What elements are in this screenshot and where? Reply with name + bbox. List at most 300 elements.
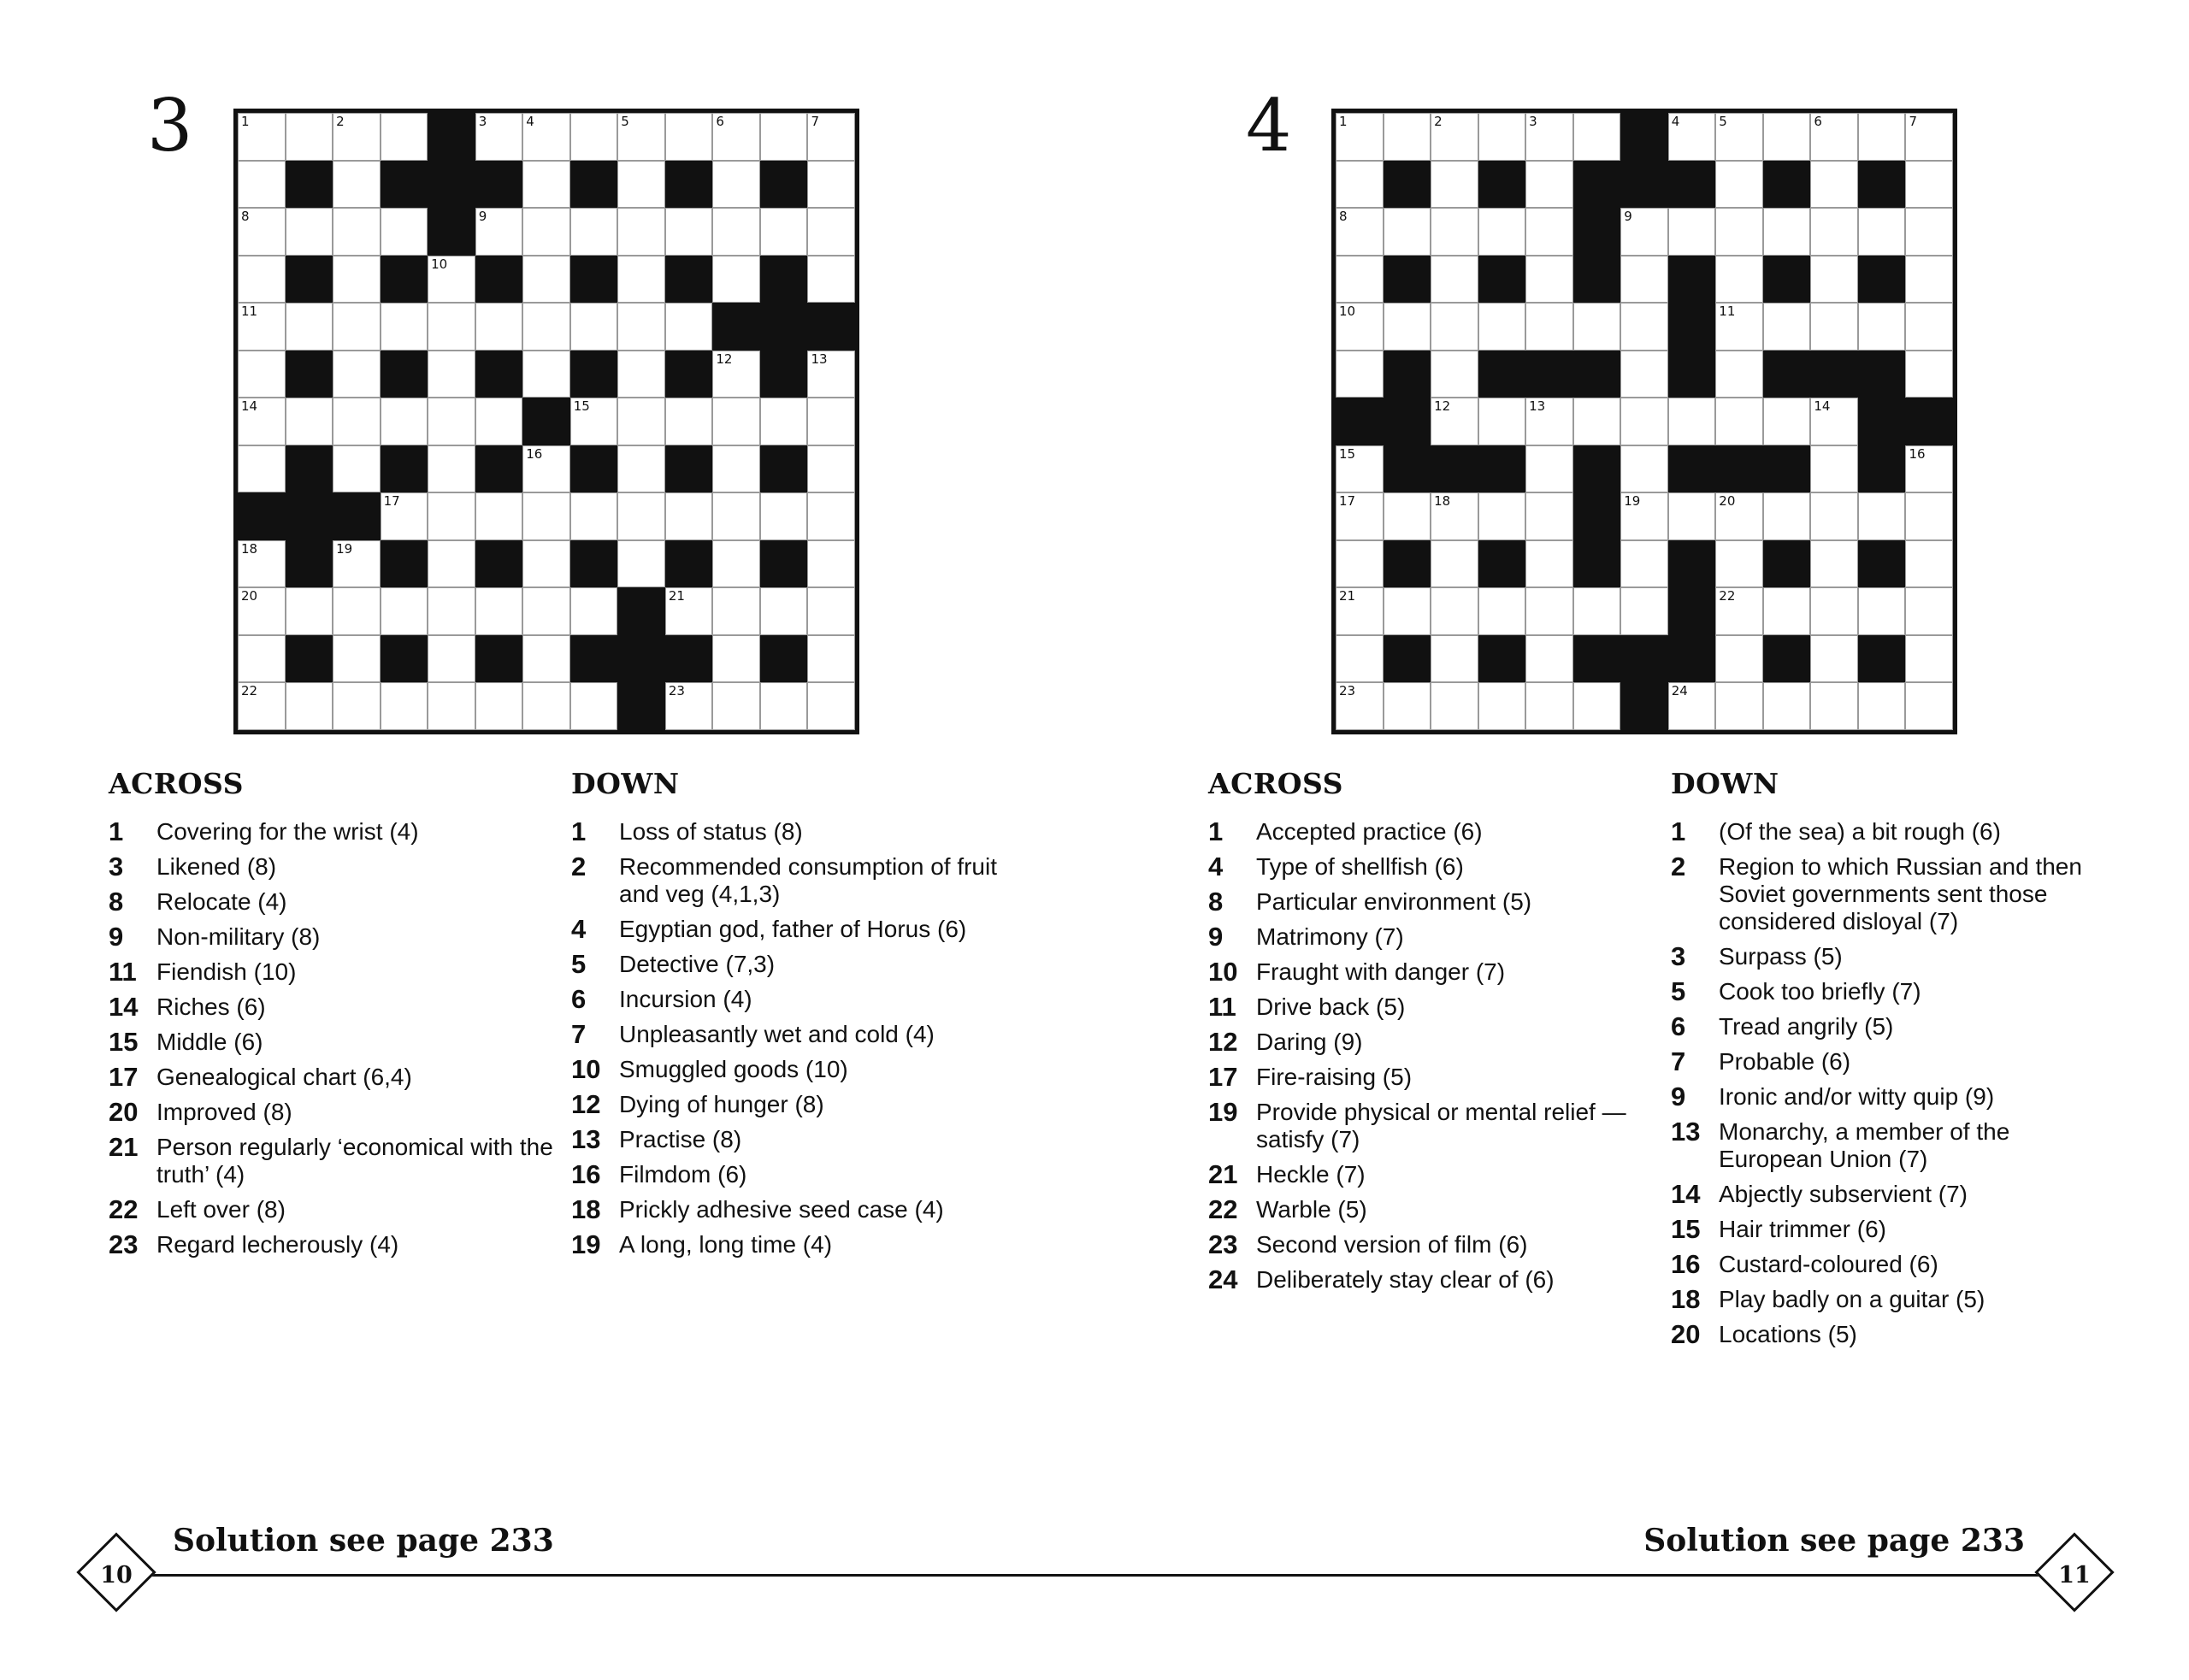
grid-cell[interactable] xyxy=(381,587,428,635)
grid-cell[interactable] xyxy=(665,113,713,161)
grid-cell[interactable] xyxy=(1810,303,1858,351)
grid-cell[interactable] xyxy=(712,398,760,445)
grid-cell[interactable] xyxy=(475,398,523,445)
grid-cell[interactable] xyxy=(712,540,760,588)
grid-cell[interactable] xyxy=(1431,398,1478,445)
grid-cell[interactable] xyxy=(1715,113,1763,161)
grid-cell[interactable] xyxy=(807,492,855,540)
grid-cell[interactable] xyxy=(1525,208,1573,256)
grid-cell[interactable] xyxy=(428,682,475,730)
grid-cell[interactable] xyxy=(333,303,381,351)
grid-cell[interactable] xyxy=(1384,113,1431,161)
black-square xyxy=(1478,445,1526,493)
black-square xyxy=(1384,351,1431,398)
grid-cell[interactable] xyxy=(665,208,713,256)
grid-cell[interactable] xyxy=(617,445,665,493)
grid-cell[interactable] xyxy=(286,303,333,351)
grid-cell[interactable] xyxy=(522,256,570,304)
grid-cell[interactable] xyxy=(238,113,286,161)
grid-cell[interactable] xyxy=(807,540,855,588)
grid-cell[interactable] xyxy=(428,445,475,493)
black-square xyxy=(428,113,475,161)
grid-cell[interactable] xyxy=(381,398,428,445)
grid-cell[interactable] xyxy=(522,208,570,256)
grid-cell[interactable] xyxy=(1573,303,1621,351)
grid-cell[interactable] xyxy=(1478,398,1526,445)
grid-cell[interactable] xyxy=(1905,635,1953,683)
grid-cell[interactable] xyxy=(1336,445,1384,493)
grid-cell[interactable] xyxy=(1620,351,1668,398)
grid-cell[interactable] xyxy=(1763,587,1811,635)
grid-cell[interactable] xyxy=(1431,351,1478,398)
black-square xyxy=(665,445,713,493)
grid-cell[interactable] xyxy=(238,351,286,398)
grid-cell[interactable] xyxy=(1431,113,1478,161)
grid-cell[interactable] xyxy=(286,208,333,256)
crossword-grid[interactable] xyxy=(233,109,859,734)
clue-number-label: 22 xyxy=(1719,588,1736,604)
grid-cell[interactable] xyxy=(1478,587,1526,635)
grid-cell[interactable] xyxy=(617,161,665,209)
black-square xyxy=(1668,161,1716,209)
clue-text: Relocate (4) xyxy=(156,888,287,915)
grid-cell[interactable] xyxy=(1336,540,1384,588)
grid-cell[interactable] xyxy=(1810,492,1858,540)
grid-cell[interactable] xyxy=(712,445,760,493)
grid-cell[interactable] xyxy=(1431,208,1478,256)
black-square xyxy=(760,303,808,351)
grid-cell[interactable] xyxy=(665,682,713,730)
grid-cell[interactable] xyxy=(1810,208,1858,256)
grid-cell[interactable] xyxy=(1905,682,1953,730)
clue xyxy=(571,1126,1016,1153)
grid-cell[interactable] xyxy=(1715,587,1763,635)
grid-cell[interactable] xyxy=(1715,208,1763,256)
grid-cell[interactable] xyxy=(1525,161,1573,209)
grid-cell[interactable] xyxy=(1431,303,1478,351)
grid-cell[interactable] xyxy=(1715,492,1763,540)
grid-cell[interactable] xyxy=(1525,303,1573,351)
grid-cell[interactable] xyxy=(1620,208,1668,256)
grid-cell[interactable] xyxy=(333,208,381,256)
grid-cell[interactable] xyxy=(428,303,475,351)
grid-cell[interactable] xyxy=(1810,540,1858,588)
grid-cell[interactable] xyxy=(1525,256,1573,304)
grid-cell[interactable] xyxy=(1384,492,1431,540)
grid-cell[interactable] xyxy=(286,398,333,445)
grid-cell[interactable] xyxy=(428,398,475,445)
grid-cell[interactable] xyxy=(617,208,665,256)
grid-cell[interactable] xyxy=(617,492,665,540)
grid-cell[interactable] xyxy=(381,303,428,351)
grid-cell[interactable] xyxy=(807,682,855,730)
grid-cell[interactable] xyxy=(428,540,475,588)
grid-cell[interactable] xyxy=(1715,540,1763,588)
grid-cell[interactable] xyxy=(1478,113,1526,161)
grid-cell[interactable] xyxy=(760,398,808,445)
grid-cell[interactable] xyxy=(333,256,381,304)
grid-cell[interactable] xyxy=(712,256,760,304)
grid-cell[interactable] xyxy=(807,208,855,256)
grid-cell[interactable] xyxy=(1858,303,1906,351)
clue-number: 7 xyxy=(571,1019,587,1049)
grid-cell[interactable] xyxy=(522,161,570,209)
black-square xyxy=(381,540,428,588)
grid-cell[interactable] xyxy=(333,587,381,635)
black-square xyxy=(1763,635,1811,683)
grid-cell[interactable] xyxy=(1763,303,1811,351)
grid-cell[interactable] xyxy=(1905,113,1953,161)
grid-cell[interactable] xyxy=(1525,445,1573,493)
grid-cell[interactable] xyxy=(1668,492,1716,540)
grid-cell[interactable] xyxy=(712,587,760,635)
grid-cell[interactable] xyxy=(1478,492,1526,540)
grid-cell[interactable] xyxy=(475,208,523,256)
grid-cell[interactable] xyxy=(665,587,713,635)
grid-cell[interactable] xyxy=(1573,398,1621,445)
grid-cell[interactable] xyxy=(807,351,855,398)
grid-cell[interactable] xyxy=(665,492,713,540)
grid-cell[interactable] xyxy=(238,635,286,683)
grid-cell[interactable] xyxy=(570,303,618,351)
grid-cell[interactable] xyxy=(1810,635,1858,683)
grid-cell[interactable] xyxy=(333,398,381,445)
grid-cell[interactable] xyxy=(1905,351,1953,398)
grid-cell[interactable] xyxy=(1525,682,1573,730)
grid-cell[interactable] xyxy=(617,398,665,445)
grid-cell[interactable] xyxy=(570,682,618,730)
grid-cell[interactable] xyxy=(760,113,808,161)
clue-number-label: 9 xyxy=(478,209,487,225)
grid-cell[interactable] xyxy=(286,587,333,635)
grid-cell[interactable] xyxy=(807,161,855,209)
grid-cell[interactable] xyxy=(570,587,618,635)
grid-cell[interactable] xyxy=(712,682,760,730)
grid-cell[interactable] xyxy=(522,445,570,493)
grid-cell[interactable] xyxy=(1715,303,1763,351)
clue xyxy=(571,818,1016,846)
grid-cell[interactable] xyxy=(1431,492,1478,540)
clue-number: 10 xyxy=(571,1054,601,1084)
black-square xyxy=(1478,161,1526,209)
crossword-grid[interactable] xyxy=(1331,109,1957,734)
clue xyxy=(1208,1196,1653,1223)
grid-cell[interactable] xyxy=(381,492,428,540)
black-square xyxy=(1858,445,1906,493)
black-square xyxy=(381,351,428,398)
grid-cell[interactable] xyxy=(570,398,618,445)
grid-cell[interactable] xyxy=(1478,682,1526,730)
black-square xyxy=(570,540,618,588)
grid-cell[interactable] xyxy=(760,587,808,635)
grid-cell[interactable] xyxy=(238,445,286,493)
grid-cell[interactable] xyxy=(807,256,855,304)
grid-cell[interactable] xyxy=(1620,492,1668,540)
black-square xyxy=(1478,351,1526,398)
grid-cell[interactable] xyxy=(712,492,760,540)
grid-cell[interactable] xyxy=(522,635,570,683)
clue-text: Play badly on a guitar (5) xyxy=(1719,1286,1985,1312)
grid-cell[interactable] xyxy=(522,351,570,398)
clue-text: Dying of hunger (8) xyxy=(619,1091,824,1117)
grid-cell[interactable] xyxy=(1573,682,1621,730)
grid-cell[interactable] xyxy=(1431,635,1478,683)
grid-cell[interactable] xyxy=(1431,587,1478,635)
grid-cell[interactable] xyxy=(522,492,570,540)
clue-number-label: 19 xyxy=(336,540,353,557)
grid-cell[interactable] xyxy=(1715,398,1763,445)
grid-cell[interactable] xyxy=(712,113,760,161)
black-square xyxy=(475,635,523,683)
grid-cell[interactable] xyxy=(617,256,665,304)
grid-cell[interactable] xyxy=(1431,682,1478,730)
grid-cell[interactable] xyxy=(1525,398,1573,445)
clue-number-label: 16 xyxy=(526,445,543,462)
grid-cell[interactable] xyxy=(238,256,286,304)
clue xyxy=(1671,1181,2115,1208)
clue-number-label: 6 xyxy=(716,114,724,129)
grid-cell[interactable] xyxy=(1858,492,1906,540)
grid-cell[interactable] xyxy=(1905,161,1953,209)
grid-cell[interactable] xyxy=(760,208,808,256)
clue xyxy=(1671,1048,2115,1076)
grid-cell[interactable] xyxy=(1573,587,1621,635)
grid-cell[interactable] xyxy=(1525,492,1573,540)
grid-cell[interactable] xyxy=(1905,540,1953,588)
grid-cell[interactable] xyxy=(522,682,570,730)
black-square xyxy=(1858,398,1906,445)
grid-cell[interactable] xyxy=(238,398,286,445)
grid-cell[interactable] xyxy=(522,113,570,161)
grid-cell[interactable] xyxy=(475,113,523,161)
black-square xyxy=(475,351,523,398)
grid-cell[interactable] xyxy=(238,161,286,209)
clue-number-label: 20 xyxy=(1719,493,1736,510)
grid-cell[interactable] xyxy=(475,682,523,730)
grid-cell[interactable] xyxy=(238,540,286,588)
grid-cell[interactable] xyxy=(1810,682,1858,730)
black-square xyxy=(570,635,618,683)
black-square xyxy=(381,635,428,683)
grid-cell[interactable] xyxy=(1525,540,1573,588)
grid-cell[interactable] xyxy=(333,161,381,209)
black-square xyxy=(475,540,523,588)
grid-cell[interactable] xyxy=(807,445,855,493)
grid-cell[interactable] xyxy=(760,682,808,730)
clue-number: 21 xyxy=(109,1132,139,1162)
grid-cell[interactable] xyxy=(1905,303,1953,351)
grid-cell[interactable] xyxy=(1715,351,1763,398)
grid-cell[interactable] xyxy=(238,208,286,256)
grid-cell[interactable] xyxy=(1715,682,1763,730)
grid-cell[interactable] xyxy=(333,540,381,588)
grid-cell[interactable] xyxy=(1763,398,1811,445)
grid-cell[interactable] xyxy=(1715,256,1763,304)
grid-cell[interactable] xyxy=(333,113,381,161)
grid-cell[interactable] xyxy=(1763,682,1811,730)
grid-cell[interactable] xyxy=(1858,682,1906,730)
grid-cell[interactable] xyxy=(1905,587,1953,635)
grid-cell[interactable] xyxy=(1810,587,1858,635)
grid-cell[interactable] xyxy=(1620,256,1668,304)
grid-cell[interactable] xyxy=(238,587,286,635)
grid-cell[interactable] xyxy=(1336,492,1384,540)
grid-cell[interactable] xyxy=(617,303,665,351)
grid-cell[interactable] xyxy=(238,682,286,730)
grid-cell[interactable] xyxy=(1810,256,1858,304)
grid-cell[interactable] xyxy=(1905,492,1953,540)
grid-cell[interactable] xyxy=(1620,398,1668,445)
grid-cell[interactable] xyxy=(570,492,618,540)
grid-cell[interactable] xyxy=(1478,303,1526,351)
grid-cell[interactable] xyxy=(1668,682,1716,730)
grid-cell[interactable] xyxy=(428,351,475,398)
grid-cell[interactable] xyxy=(712,161,760,209)
grid-cell[interactable] xyxy=(1478,208,1526,256)
grid-cell[interactable] xyxy=(1668,398,1716,445)
grid-cell[interactable] xyxy=(1336,682,1384,730)
grid-cell[interactable] xyxy=(1336,303,1384,351)
grid-cell[interactable] xyxy=(1336,161,1384,209)
grid-cell[interactable] xyxy=(1763,492,1811,540)
black-square xyxy=(1858,161,1906,209)
grid-cell[interactable] xyxy=(1905,445,1953,493)
clue xyxy=(571,1231,1016,1259)
grid-cell[interactable] xyxy=(1525,587,1573,635)
clue xyxy=(1208,818,1653,846)
grid-cell[interactable] xyxy=(1810,445,1858,493)
clue-number: 11 xyxy=(1208,992,1236,1022)
black-square xyxy=(1431,445,1478,493)
grid-cell[interactable] xyxy=(1336,351,1384,398)
grid-cell[interactable] xyxy=(1525,113,1573,161)
grid-cell[interactable] xyxy=(1384,303,1431,351)
clue-number-label: 18 xyxy=(1434,493,1451,510)
grid-cell[interactable] xyxy=(333,445,381,493)
grid-cell[interactable] xyxy=(712,351,760,398)
clue-text: Probable (6) xyxy=(1719,1048,1851,1075)
grid-cell[interactable] xyxy=(1620,445,1668,493)
grid-cell[interactable] xyxy=(1763,113,1811,161)
grid-cell[interactable] xyxy=(522,587,570,635)
clue-text: Monarchy, a member of the European Union (7) xyxy=(1719,1118,2010,1172)
clue xyxy=(109,1064,553,1091)
grid-cell[interactable] xyxy=(807,635,855,683)
grid-cell[interactable] xyxy=(1336,587,1384,635)
grid-cell[interactable] xyxy=(333,635,381,683)
grid-cell[interactable] xyxy=(428,256,475,304)
grid-cell[interactable] xyxy=(1620,587,1668,635)
grid-cell[interactable] xyxy=(522,303,570,351)
grid-cell[interactable] xyxy=(1336,208,1384,256)
clue-text: A long, long time (4) xyxy=(619,1231,833,1258)
grid-cell[interactable] xyxy=(475,492,523,540)
grid-cell[interactable] xyxy=(807,587,855,635)
clue-text: Type of shellfish (6) xyxy=(1256,853,1464,880)
grid-cell[interactable] xyxy=(617,113,665,161)
grid-cell[interactable] xyxy=(381,208,428,256)
clue-number: 13 xyxy=(571,1124,601,1154)
grid-cell[interactable] xyxy=(1573,113,1621,161)
grid-cell[interactable] xyxy=(381,113,428,161)
grid-cell[interactable] xyxy=(1431,161,1478,209)
grid-cell[interactable] xyxy=(1810,161,1858,209)
grid-cell[interactable] xyxy=(1525,635,1573,683)
grid-cell[interactable] xyxy=(1384,682,1431,730)
grid-cell[interactable] xyxy=(286,113,333,161)
grid-cell[interactable] xyxy=(475,587,523,635)
black-square xyxy=(1384,398,1431,445)
grid-cell[interactable] xyxy=(333,682,381,730)
clue-number-label: 13 xyxy=(811,351,828,367)
black-square xyxy=(617,682,665,730)
grid-cell[interactable] xyxy=(428,635,475,683)
grid-cell[interactable] xyxy=(1431,540,1478,588)
grid-cell[interactable] xyxy=(333,351,381,398)
clue-number: 19 xyxy=(571,1229,601,1259)
grid-cell[interactable] xyxy=(1336,635,1384,683)
grid-cell[interactable] xyxy=(807,113,855,161)
grid-cell[interactable] xyxy=(1858,113,1906,161)
grid-cell[interactable] xyxy=(1715,161,1763,209)
grid-cell[interactable] xyxy=(570,208,618,256)
grid-cell[interactable] xyxy=(665,303,713,351)
grid-cell[interactable] xyxy=(1905,256,1953,304)
grid-cell[interactable] xyxy=(1668,208,1716,256)
grid-cell[interactable] xyxy=(1384,208,1431,256)
grid-cell[interactable] xyxy=(1905,208,1953,256)
grid-cell[interactable] xyxy=(760,492,808,540)
clue-text: Filmdom (6) xyxy=(619,1161,747,1188)
grid-cell[interactable] xyxy=(286,682,333,730)
grid-cell[interactable] xyxy=(1384,587,1431,635)
clue-number-label: 17 xyxy=(383,493,400,510)
black-square xyxy=(570,351,618,398)
grid-cell[interactable] xyxy=(1715,635,1763,683)
grid-cell[interactable] xyxy=(1858,587,1906,635)
grid-cell[interactable] xyxy=(238,303,286,351)
grid-cell[interactable] xyxy=(617,351,665,398)
black-square xyxy=(1384,540,1431,588)
grid-cell[interactable] xyxy=(712,208,760,256)
grid-cell[interactable] xyxy=(1620,540,1668,588)
black-square xyxy=(1573,256,1621,304)
grid-cell[interactable] xyxy=(617,540,665,588)
grid-cell[interactable] xyxy=(807,398,855,445)
grid-cell[interactable] xyxy=(1336,113,1384,161)
grid-cell[interactable] xyxy=(1858,208,1906,256)
black-square xyxy=(1668,303,1716,351)
grid-cell[interactable] xyxy=(1620,303,1668,351)
grid-cell[interactable] xyxy=(428,492,475,540)
black-square xyxy=(1573,492,1621,540)
grid-cell[interactable] xyxy=(1763,208,1811,256)
grid-cell[interactable] xyxy=(1431,256,1478,304)
black-square xyxy=(381,445,428,493)
grid-cell[interactable] xyxy=(1810,398,1858,445)
grid-cell[interactable] xyxy=(381,682,428,730)
black-square xyxy=(475,445,523,493)
grid-cell[interactable] xyxy=(570,113,618,161)
grid-cell[interactable] xyxy=(1810,113,1858,161)
grid-cell[interactable] xyxy=(712,635,760,683)
grid-cell[interactable] xyxy=(665,398,713,445)
grid-cell[interactable] xyxy=(1668,113,1716,161)
grid-cell[interactable] xyxy=(522,540,570,588)
grid-cell[interactable] xyxy=(475,303,523,351)
grid-cell[interactable] xyxy=(1336,256,1384,304)
grid-cell[interactable] xyxy=(428,587,475,635)
